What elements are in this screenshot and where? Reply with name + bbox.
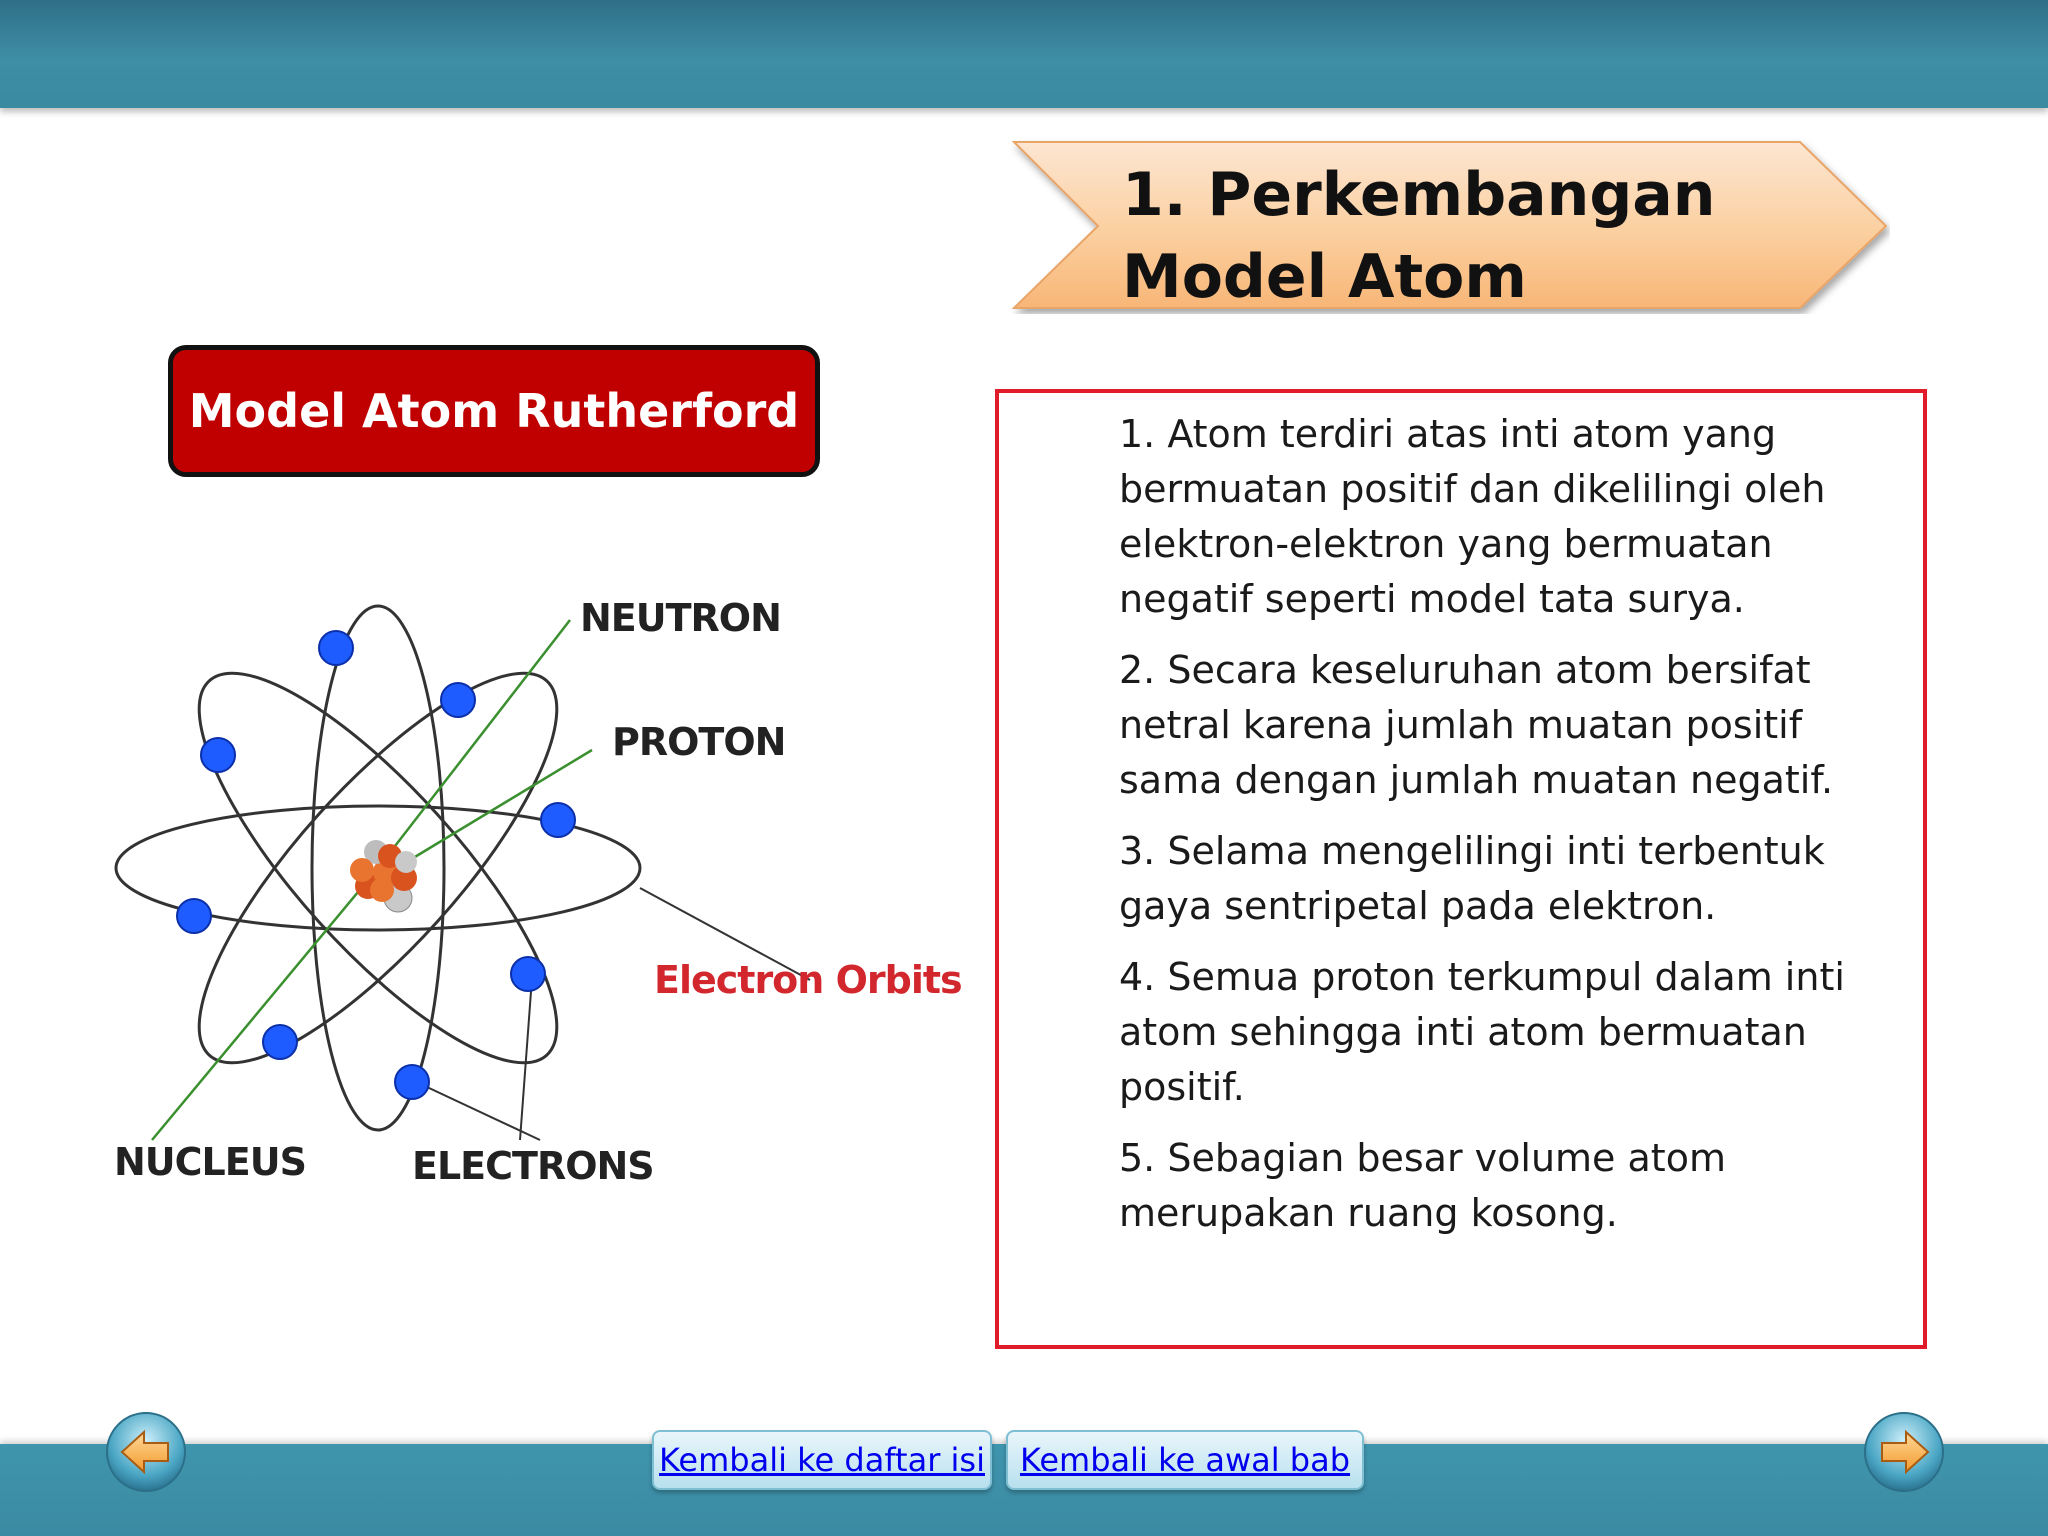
prev-slide-button[interactable] <box>104 1410 188 1494</box>
chapter-start-link[interactable]: Kembali ke awal bab <box>1019 1441 1351 1479</box>
nucleus-label: NUCLEUS <box>114 1140 306 1184</box>
electron-2 <box>441 683 475 717</box>
electron-6 <box>511 957 545 991</box>
arrow-left-icon <box>104 1410 188 1494</box>
model-label-text: Model Atom Rutherford <box>188 384 800 438</box>
point-item-5: 5. Sebagian besar volume atom merupakan ruang kosong. <box>1119 1136 1726 1235</box>
page-title <box>1122 154 1842 318</box>
chapter-start-link-button[interactable] <box>1006 1430 1364 1490</box>
model-label <box>168 345 820 477</box>
rutherford-atom-figure <box>100 550 980 1190</box>
electron-1 <box>319 631 353 665</box>
toc-link-button[interactable] <box>652 1430 992 1490</box>
point-list <box>1119 407 1909 1257</box>
nucleus-icon <box>350 840 417 912</box>
neutron-pointer-line <box>378 620 570 868</box>
title-banner <box>1010 138 1890 314</box>
title-line-1: 1. Perkembangan <box>1122 160 1716 230</box>
electron-7 <box>263 1025 297 1059</box>
electrons-label: ELECTRONS <box>412 1144 654 1188</box>
electron-5 <box>177 899 211 933</box>
point-item-4: 4. Semua proton terkumpul dalam inti atom sehingga inti atom bermuatan positif. <box>1119 955 1845 1109</box>
proton-label: PROTON <box>612 720 786 764</box>
electron-8 <box>395 1065 429 1099</box>
electrons-pointer-line-2 <box>520 978 532 1140</box>
electron-orbits-label: Electron Orbits <box>654 958 962 1002</box>
point-item-1: 1. Atom terdiri atas inti atom yang bermuatan positif dan dikelilingi oleh elektron-elektron yang bermuatan negatif seperti model tata surya. <box>1119 412 1826 621</box>
neutron-label: NEUTRON <box>580 596 781 640</box>
electron-4 <box>541 803 575 837</box>
title-line-2: Model Atom <box>1122 242 1527 312</box>
next-slide-button[interactable] <box>1862 1410 1946 1494</box>
header-bar <box>0 0 2048 108</box>
arrow-right-icon <box>1862 1410 1946 1494</box>
toc-link[interactable]: Kembali ke daftar isi <box>659 1441 985 1479</box>
point-item-3: 3. Selama mengelilingi inti terbentuk gaya sentripetal pada elektron. <box>1119 829 1825 928</box>
point-item-2: 2. Secara keseluruhan atom bersifat netral karena jumlah muatan positif sama dengan jumlah muatan negatif. <box>1119 648 1834 802</box>
explanation-box <box>995 389 1927 1349</box>
electron-3 <box>201 738 235 772</box>
